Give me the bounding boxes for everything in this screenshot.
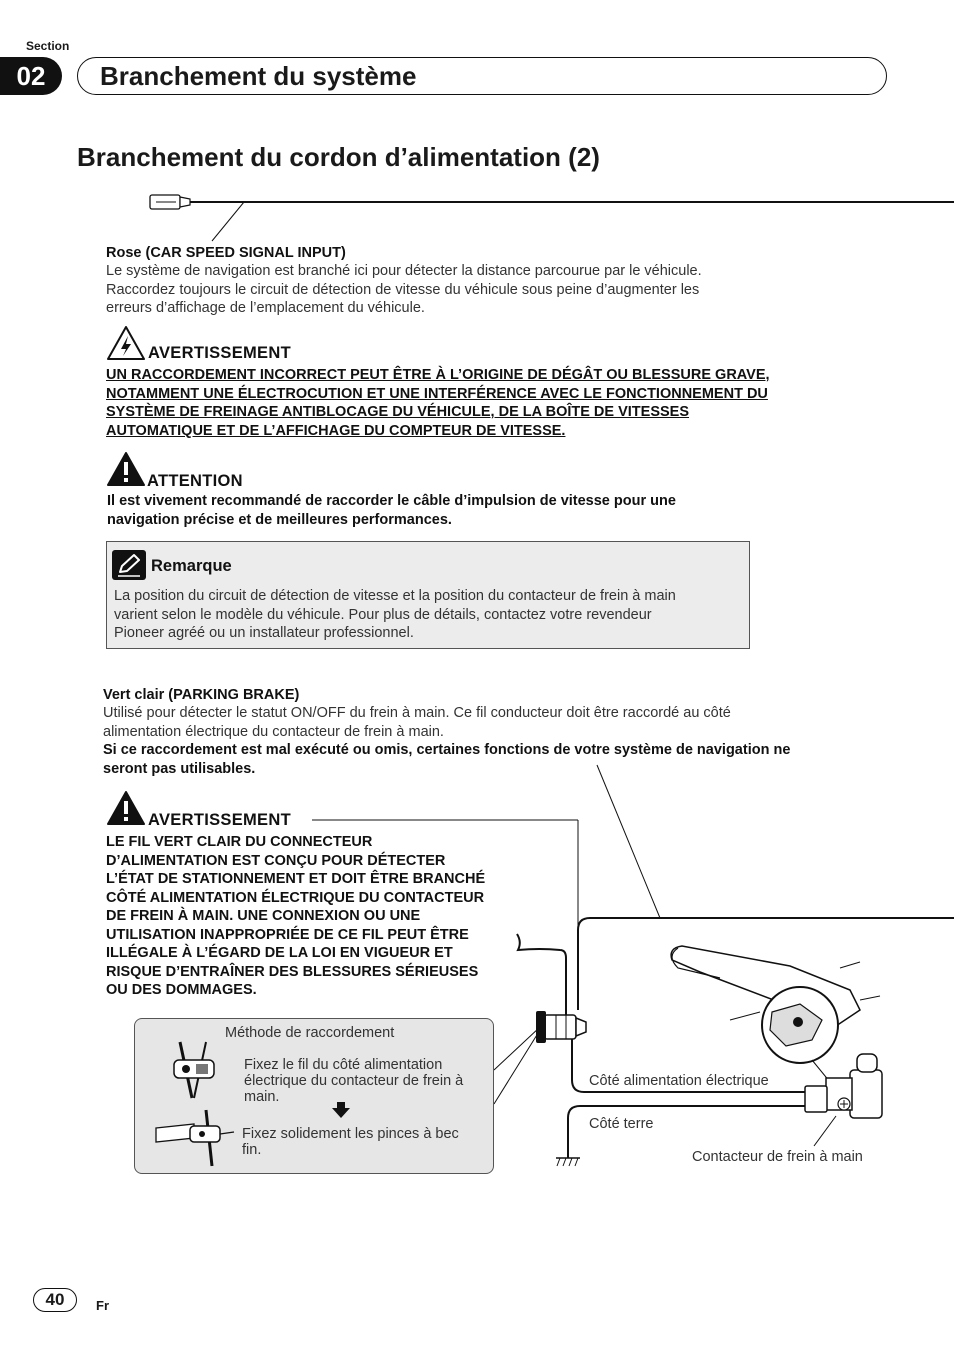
method-step-1-line: électrique du contacteur de frein à [244, 1073, 464, 1089]
warning-line: L’ÉTAT DE STATIONNEMENT ET DOIT ÊTRE BRANCHÉ [106, 871, 486, 887]
method-step-1-line: Fixez le fil du côté alimentation [244, 1057, 443, 1073]
page-title: Branchement du cordon d’alimentation (2) [77, 142, 600, 172]
note-line: La position du circuit de détection de vitesse et la position du contacteur de frein à main [114, 588, 676, 604]
page-number: 40 [33, 1288, 77, 1312]
attention-heading: ATTENTION [147, 472, 243, 490]
brake-switch-label: Contacteur de frein à main [692, 1149, 863, 1165]
green-wire-bold-line: seront pas utilisables. [103, 760, 256, 777]
language-label: Fr [96, 1298, 109, 1313]
note-line: Pioneer agréé ou un installateur professionnel. [114, 625, 414, 641]
section-label: Section [26, 39, 70, 53]
warning-line: UTILISATION INAPPROPRIÉE DE CE FIL PEUT ÊTRE [106, 926, 469, 943]
green-wire-bold-line: Si ce raccordement est mal exécuté ou omis, certaines fonctions de votre système de navigation ne [103, 742, 791, 758]
section-number-badge: 02 [0, 57, 62, 95]
warning-heading: AVERTISSEMENT [148, 344, 291, 362]
warning-line: DE FREIN À MAIN. UNE CONNEXION OU UNE [106, 908, 421, 924]
green-wire-line: alimentation électrique du contacteur de frein à main. [103, 723, 444, 740]
warning-heading: AVERTISSEMENT [148, 811, 291, 829]
method-step-1-line: main. [244, 1089, 280, 1105]
power-side-label: Côté alimentation électrique [589, 1073, 769, 1089]
method-step-1 [244, 1057, 463, 1105]
warning-line: CÔTÉ ALIMENTATION ÉLECTRIQUE DU CONTACTEUR [106, 889, 485, 906]
pink-wire-title: Rose (CAR SPEED SIGNAL INPUT) [106, 245, 346, 261]
pink-wire-line: erreurs d’affichage de l’emplacement du véhicule. [106, 300, 425, 316]
note-heading: Remarque [151, 557, 232, 575]
green-wire-title: Vert clair (PARKING BRAKE) [103, 687, 300, 703]
warning-line: LE FIL VERT CLAIR DU CONNECTEUR [106, 834, 373, 850]
method-step-2 [242, 1126, 459, 1158]
warning-line: NOTAMMENT UNE ÉLECTROCUTION ET UNE INTERFÉRENCE AVEC LE FONCTIONNEMENT DU [106, 385, 768, 402]
warning-line: RISQUE D’ENTRAÎNER DES BLESSURES SÉRIEUSES [106, 963, 479, 980]
section-title: Branchement du système [100, 61, 417, 91]
method-step-2-line: Fixez solidement les pinces à bec [242, 1126, 459, 1142]
pink-wire-line: Raccordez toujours le circuit de détection de vitesse du véhicule sous peine d’augmenter les [106, 281, 700, 298]
attention-line: Il est vivement recommandé de raccorder le câble d’impulsion de vitesse pour une [107, 493, 676, 509]
green-wire-line: Utilisé pour détecter le statut ON/OFF du frein à main. Ce fil conducteur doit être raccordé au côté [103, 705, 731, 721]
warning-line: UN RACCORDEMENT INCORRECT PEUT ÊTRE À L’ORIGINE DE DÉGÂT OU BLESSURE GRAVE, [106, 367, 770, 383]
note-line: varient selon le modèle du véhicule. Pour plus de détails, contactez votre revendeur [114, 606, 652, 623]
warning-line: D’ALIMENTATION EST CONÇU POUR DÉTECTER [106, 852, 446, 869]
arrow-down-icon [332, 1102, 350, 1118]
method-step-2-line: fin. [242, 1142, 262, 1158]
pliers-icon [154, 1108, 234, 1168]
pink-wire-line: Le système de navigation est branché ici pour détecter la distance parcourue par le véhicule. [106, 263, 702, 279]
warning-line: OU DES DOMMAGES. [106, 982, 257, 998]
ground-side-label: Côté terre [589, 1116, 654, 1132]
warning-line: SYSTÈME DE FREINAGE ANTIBLOCAGE DU VÉHICULE, DE LA BOÎTE DE VITESSES [106, 404, 690, 420]
wire-tap-clamp-icon [166, 1040, 222, 1100]
warning-line: AUTOMATIQUE ET DE L’AFFICHAGE DU COMPTEUR DE VITESSE. [106, 422, 566, 439]
method-title: Méthode de raccordement [225, 1025, 395, 1041]
warning-line: ILLÉGALE À L’ÉGARD DE LA LOI EN VIGUEUR ET [106, 945, 453, 961]
attention-line: navigation précise et de meilleures performances. [107, 511, 452, 528]
